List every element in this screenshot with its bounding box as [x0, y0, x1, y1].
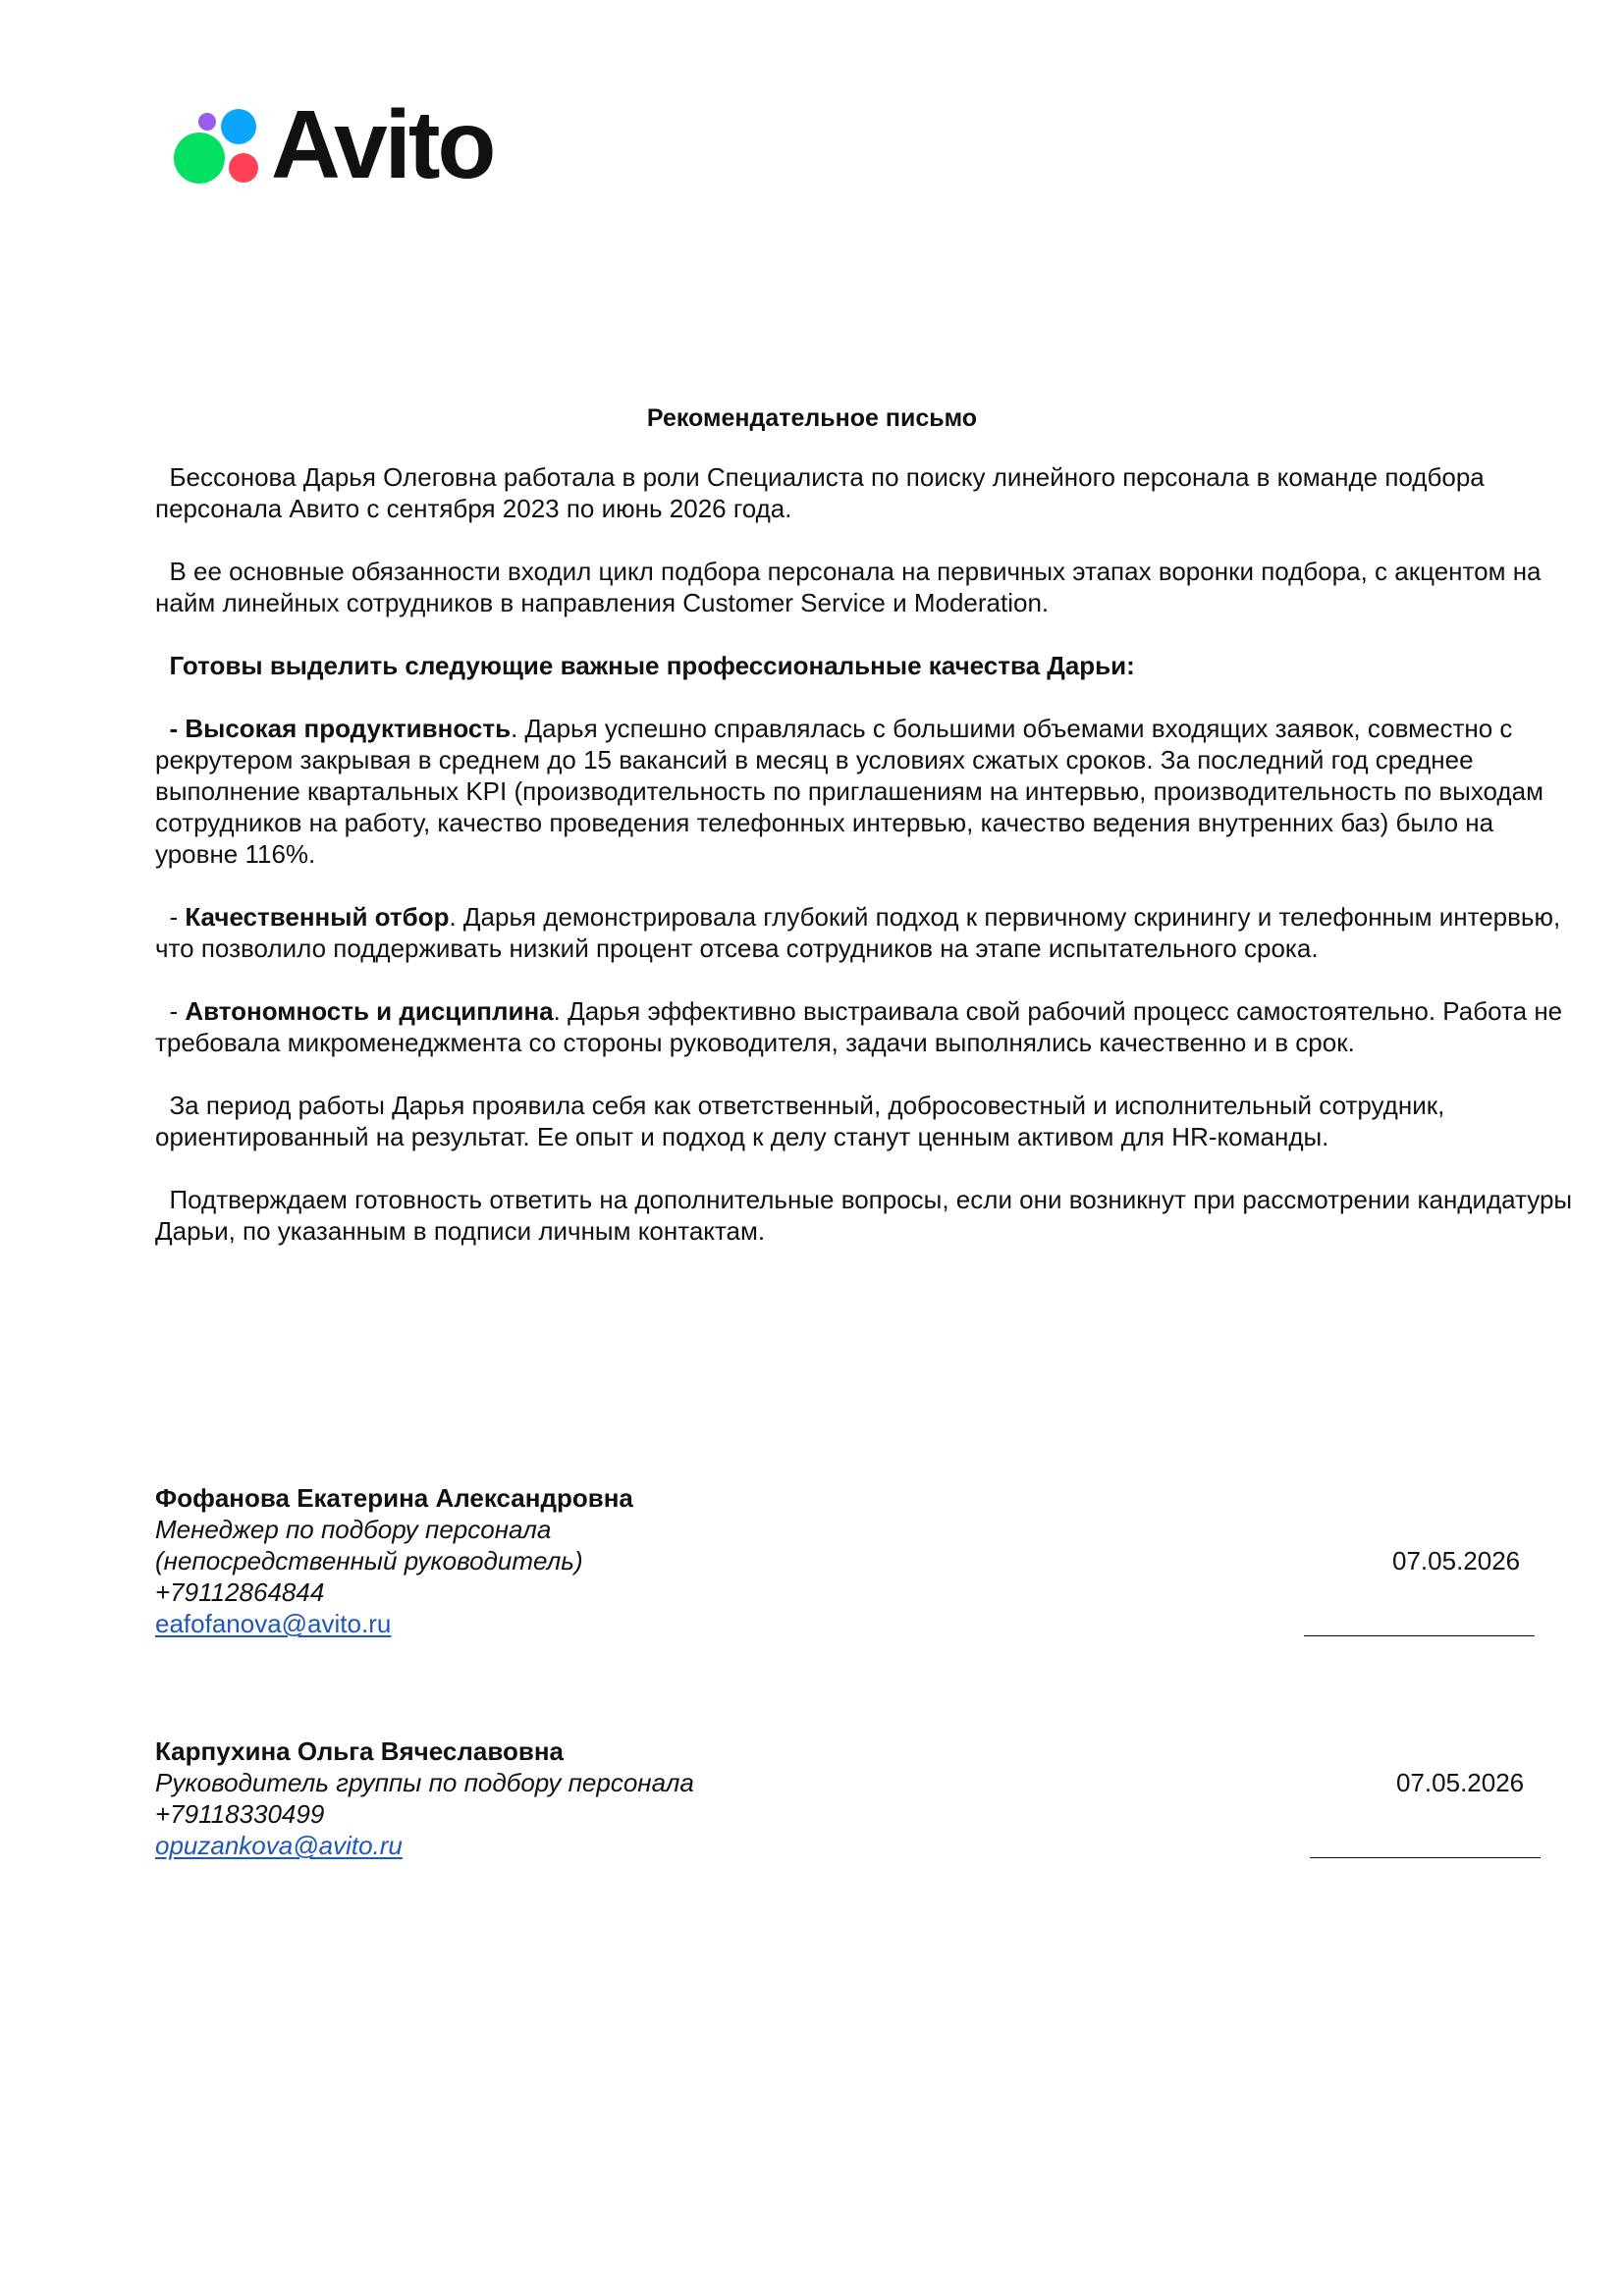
logo-dot-blue — [221, 109, 256, 144]
quality-selection-title: Качественный отбор — [185, 902, 450, 932]
signer-email-link[interactable]: eafofanova@avito.ru — [155, 1609, 392, 1638]
quality-bullet: - — [169, 902, 186, 932]
paragraph-intro-text: Бессонова Дарья Олеговна работала в роли Специалиста по поиску линейного персонала в команде подбора персонала Авито с сентября 2023 по июнь 2026 года. — [155, 462, 1485, 523]
quality-autonomy — [155, 995, 1579, 1058]
logo-wordmark: Avito — [271, 90, 494, 198]
signer-name: Карпухина Ольга Вячеславовна — [155, 1736, 564, 1766]
quality-bullet: - — [169, 714, 186, 743]
paragraph-intro — [155, 461, 1579, 524]
avito-logo-icon — [173, 104, 271, 192]
quality-productivity — [155, 713, 1579, 870]
signature-line-second — [1310, 1857, 1541, 1858]
paragraph-duties — [155, 556, 1579, 618]
paragraph-summary — [155, 1090, 1579, 1152]
logo-dot-green — [174, 133, 225, 184]
signature-date-first: 07.05.2026 — [1392, 1546, 1521, 1575]
quality-productivity-text: . Дарья успешно справлялась с большими объемами входящих заявок, совместно с рекрутером закрывая в среднем до 15 вакансий в месяц в условиях сжатых сроков. За последний год среднее выполнение квартальных KPI (производительность по приглашениям на интервью, производительность по выходам сотрудников на работу, качество проведения телефонных интервью, качество ведения внутренних баз) было на уровне 116%. — [155, 714, 1543, 869]
paragraph-duties-text: В ее основные обязанности входил цикл подбора персонала на первичных этапах воронки подбора, с акцентом на найм линейных сотрудников в направления Customer Service и Moderation. — [155, 557, 1542, 617]
quality-autonomy-text: . Дарья эффективно выстраивала свой рабочий процесс самостоятельно. Работа не требовала микроменеджмента со стороны руководителя, задачи выполнялись качественно и в срок. — [155, 996, 1563, 1057]
logo-dot-red — [229, 153, 258, 183]
quality-selection — [155, 901, 1579, 964]
qualities-heading — [155, 650, 1579, 681]
signature-line-first — [1304, 1635, 1535, 1636]
paragraph-contact — [155, 1184, 1579, 1247]
letter-body — [155, 461, 1579, 1278]
quality-selection-text: . Дарья демонстрировала глубокий подход к первичному скринингу и телефонным интервью, что позволило поддерживать низкий процент отсева сотрудников на этапе испытательного срока. — [155, 902, 1561, 963]
signature-block-first — [155, 1482, 633, 1639]
quality-productivity-title: Высокая продуктивность — [185, 714, 512, 743]
signature-date-second: 07.05.2026 — [1396, 1768, 1525, 1797]
logo-dot-purple — [198, 113, 216, 131]
signer-role: Менеджер по подбору персонала — [155, 1515, 552, 1544]
signer-role-note: (непосредственный руководитель) — [155, 1546, 583, 1575]
paragraph-contact-text: Подтверждаем готовность ответить на дополнительные вопросы, если они возникнут при рассмотрении кандидатуры Дарьи, по указанным в подписи личным контактам. — [155, 1185, 1573, 1246]
quality-autonomy-title: Автономность и дисциплина — [185, 996, 554, 1026]
signer-email-link[interactable]: opuzankova@avito.ru — [155, 1831, 403, 1860]
signer-name: Фофанова Екатерина Александровна — [155, 1483, 633, 1513]
letter-title: Рекомендательное письмо — [646, 404, 978, 432]
signature-block-second — [155, 1735, 694, 1861]
paragraph-summary-text: За период работы Дарья проявила себя как ответственный, добросовестный и исполнительный сотрудник, ориентированный на результат. Ее опыт и подход к делу станут ценным активом для HR-команды. — [155, 1091, 1445, 1151]
signer-role: Руководитель группы по подбору персонала — [155, 1768, 694, 1797]
quality-bullet: - — [169, 996, 186, 1026]
qualities-heading-text: Готовы выделить следующие важные профессиональные качества Дарьи: — [169, 651, 1135, 680]
signer-phone: +79112864844 — [155, 1577, 325, 1607]
signer-phone: +79118330499 — [155, 1799, 325, 1829]
avito-logo — [173, 90, 507, 198]
